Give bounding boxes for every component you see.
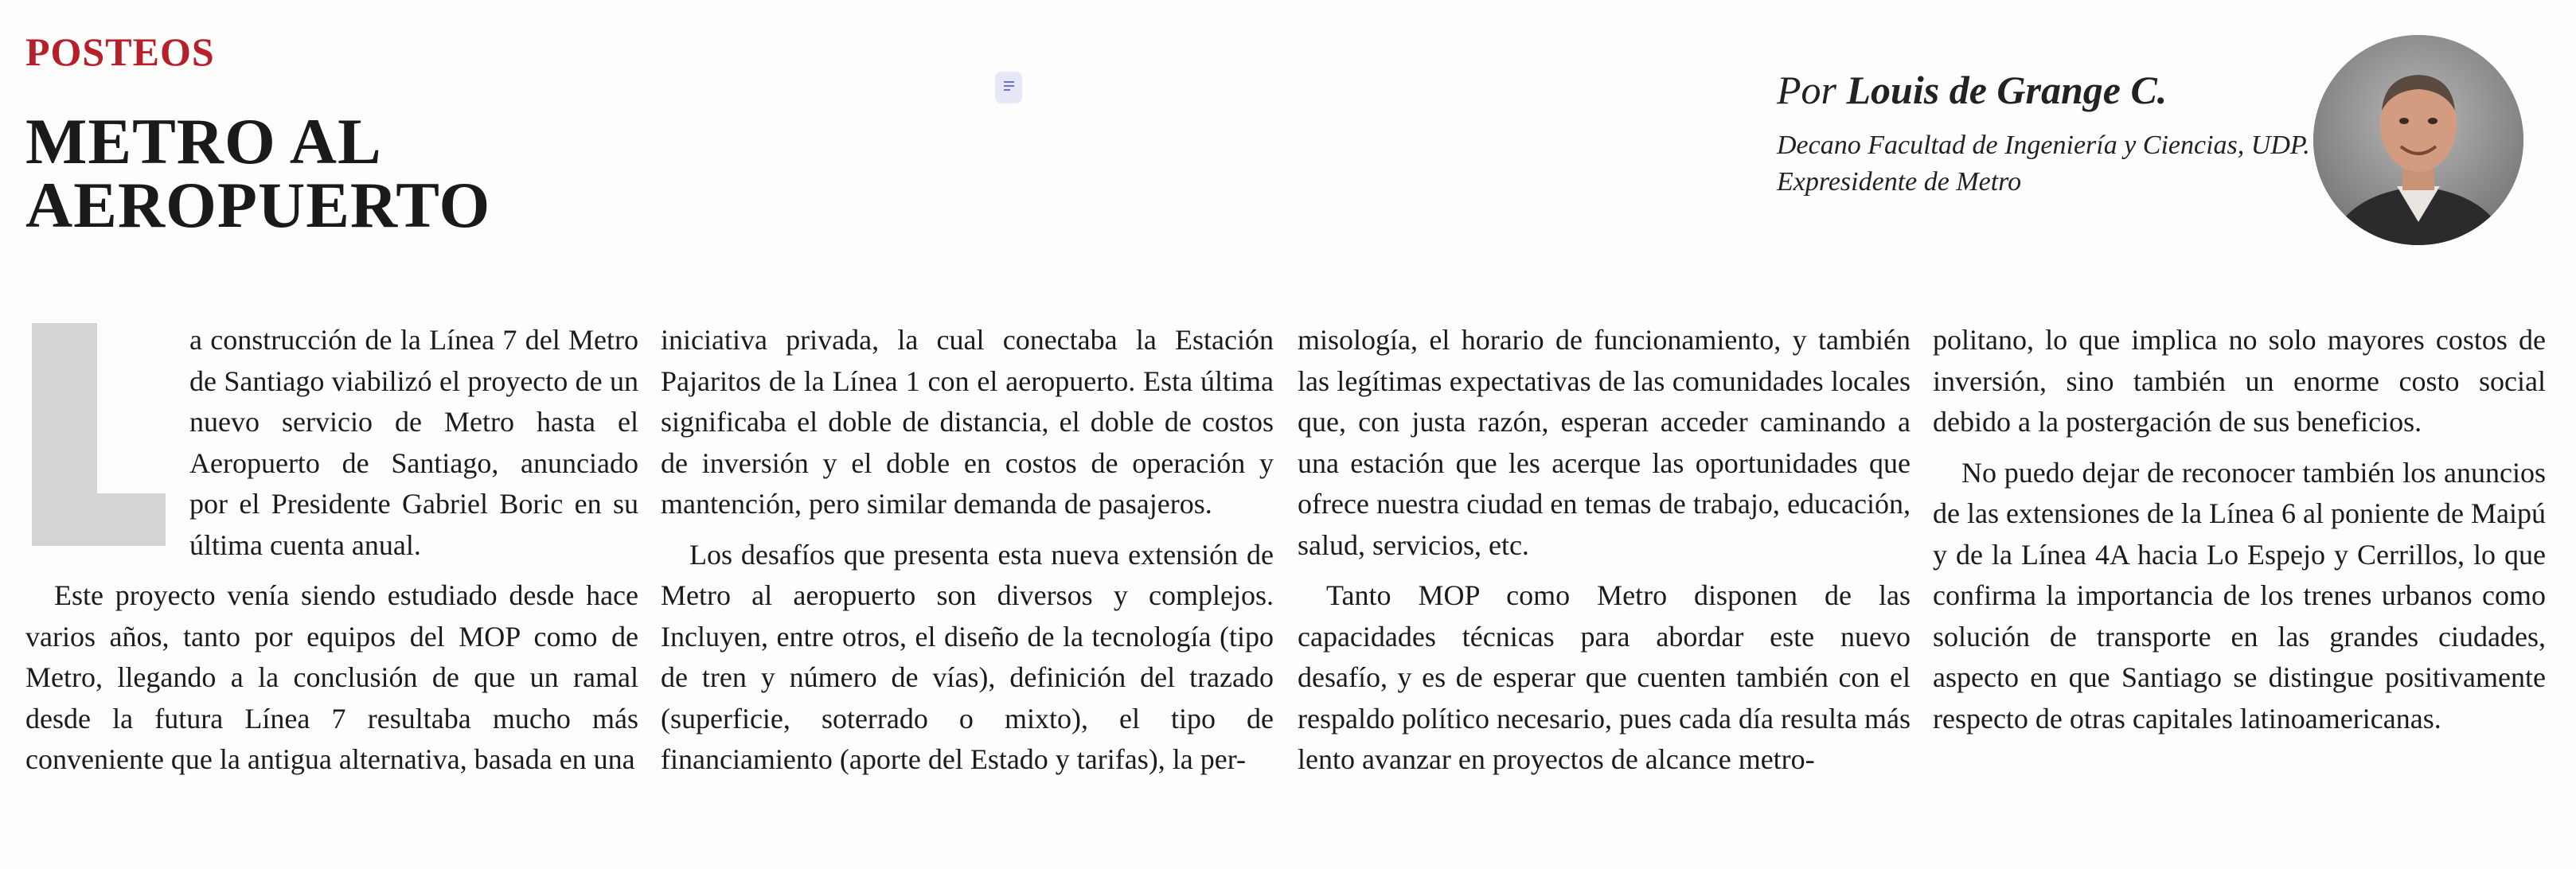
headline (25, 105, 491, 241)
article-column-3 (1298, 320, 1911, 781)
author-portrait-icon (2313, 35, 2523, 245)
byline (1777, 67, 2167, 113)
article-column-1 (25, 320, 638, 781)
headline-line-1: METRO AL (25, 105, 382, 177)
section-label: POSTEOS (25, 29, 215, 74)
paragraph: No puedo dejar de reconocer también los anuncios de las extensiones de la Línea 6 al poniente de Maipú y de la Línea 4A hacia Lo Espejo y Cerrillos, lo que confirma la importancia de los trenes urbanos como solución de transporte en las grandes ciudades, aspecto en que Santiago se distingue positivamente respecto de otras capitales latinoamericanas. (1933, 456, 2546, 735)
byline-prefix: Por (1777, 68, 1836, 112)
paragraph: Este proyecto venía siendo estudiado desde hace varios años, tanto por equipos del MOP como de Metro, llegando a la conclusión de que un ramal desde la futura Línea 7 resultaba mucho más conveniente que la antigua alternativa, basada en una (25, 579, 638, 775)
article-column-2 (661, 320, 1274, 781)
paragraph: a construcción de la Línea 7 del Metro de Santiago viabilizó el proyecto de un nuevo servicio de Metro hasta el Aeropuerto de Santiago, anunciado por el Presidente Gabriel Boric en su última cuenta anual. (25, 320, 638, 566)
note-icon[interactable] (995, 72, 1022, 103)
author-name: Louis de Grange C. (1846, 68, 2168, 112)
paragraph: Los desafíos que presenta esta nueva extensión de Metro al aeropuerto son diversos y complejos. Incluyen, entre otros, el diseño de la tecnología (tipo de tren y número de vías), definición del trazado (superficie, soterrado o mixto), el tipo de financiamiento (aporte del Estado y tarifas), la per- (661, 538, 1274, 775)
article-column-4 (1933, 320, 2546, 739)
author-affiliation: Decano Facultad de Ingeniería y Ciencias, UDP. Expresidente de Metro (1777, 131, 2310, 197)
paragraph: Tanto MOP como Metro disponen de las capacidades técnicas para abordar este nuevo desafío, y es de esperar que cuenten también con el respaldo político necesario, pues cada día resulta más lento avanzar en proyectos de alcance metro- (1298, 579, 1911, 775)
paragraph: iniciativa privada, la cual conectaba la Estación Pajaritos de la Línea 1 con el aeropuerto. Esta última significaba el doble de distancia, el doble de costos de inversión y el doble en costos de operación y mantención, pero similar demanda de pasajeros. (661, 324, 1274, 520)
paragraph: politano, lo que implica no solo mayores costos de inversión, sino también un enorme costo social debido a la postergación de sus beneficios. (1933, 324, 2546, 438)
drop-cap (25, 323, 166, 546)
paragraph: misología, el horario de funcionamiento, y también las legítimas expectativas de las comunidades locales que, con justa razón, esperan acceder caminando a una estación que les acerque las oportunidades que ofrece nuestra ciudad en temas de trabajo, educación, salud, servicios, etc. (1298, 324, 1911, 561)
author-photo (2313, 35, 2523, 245)
headline-line-2: AEROPUERTO (25, 169, 491, 241)
